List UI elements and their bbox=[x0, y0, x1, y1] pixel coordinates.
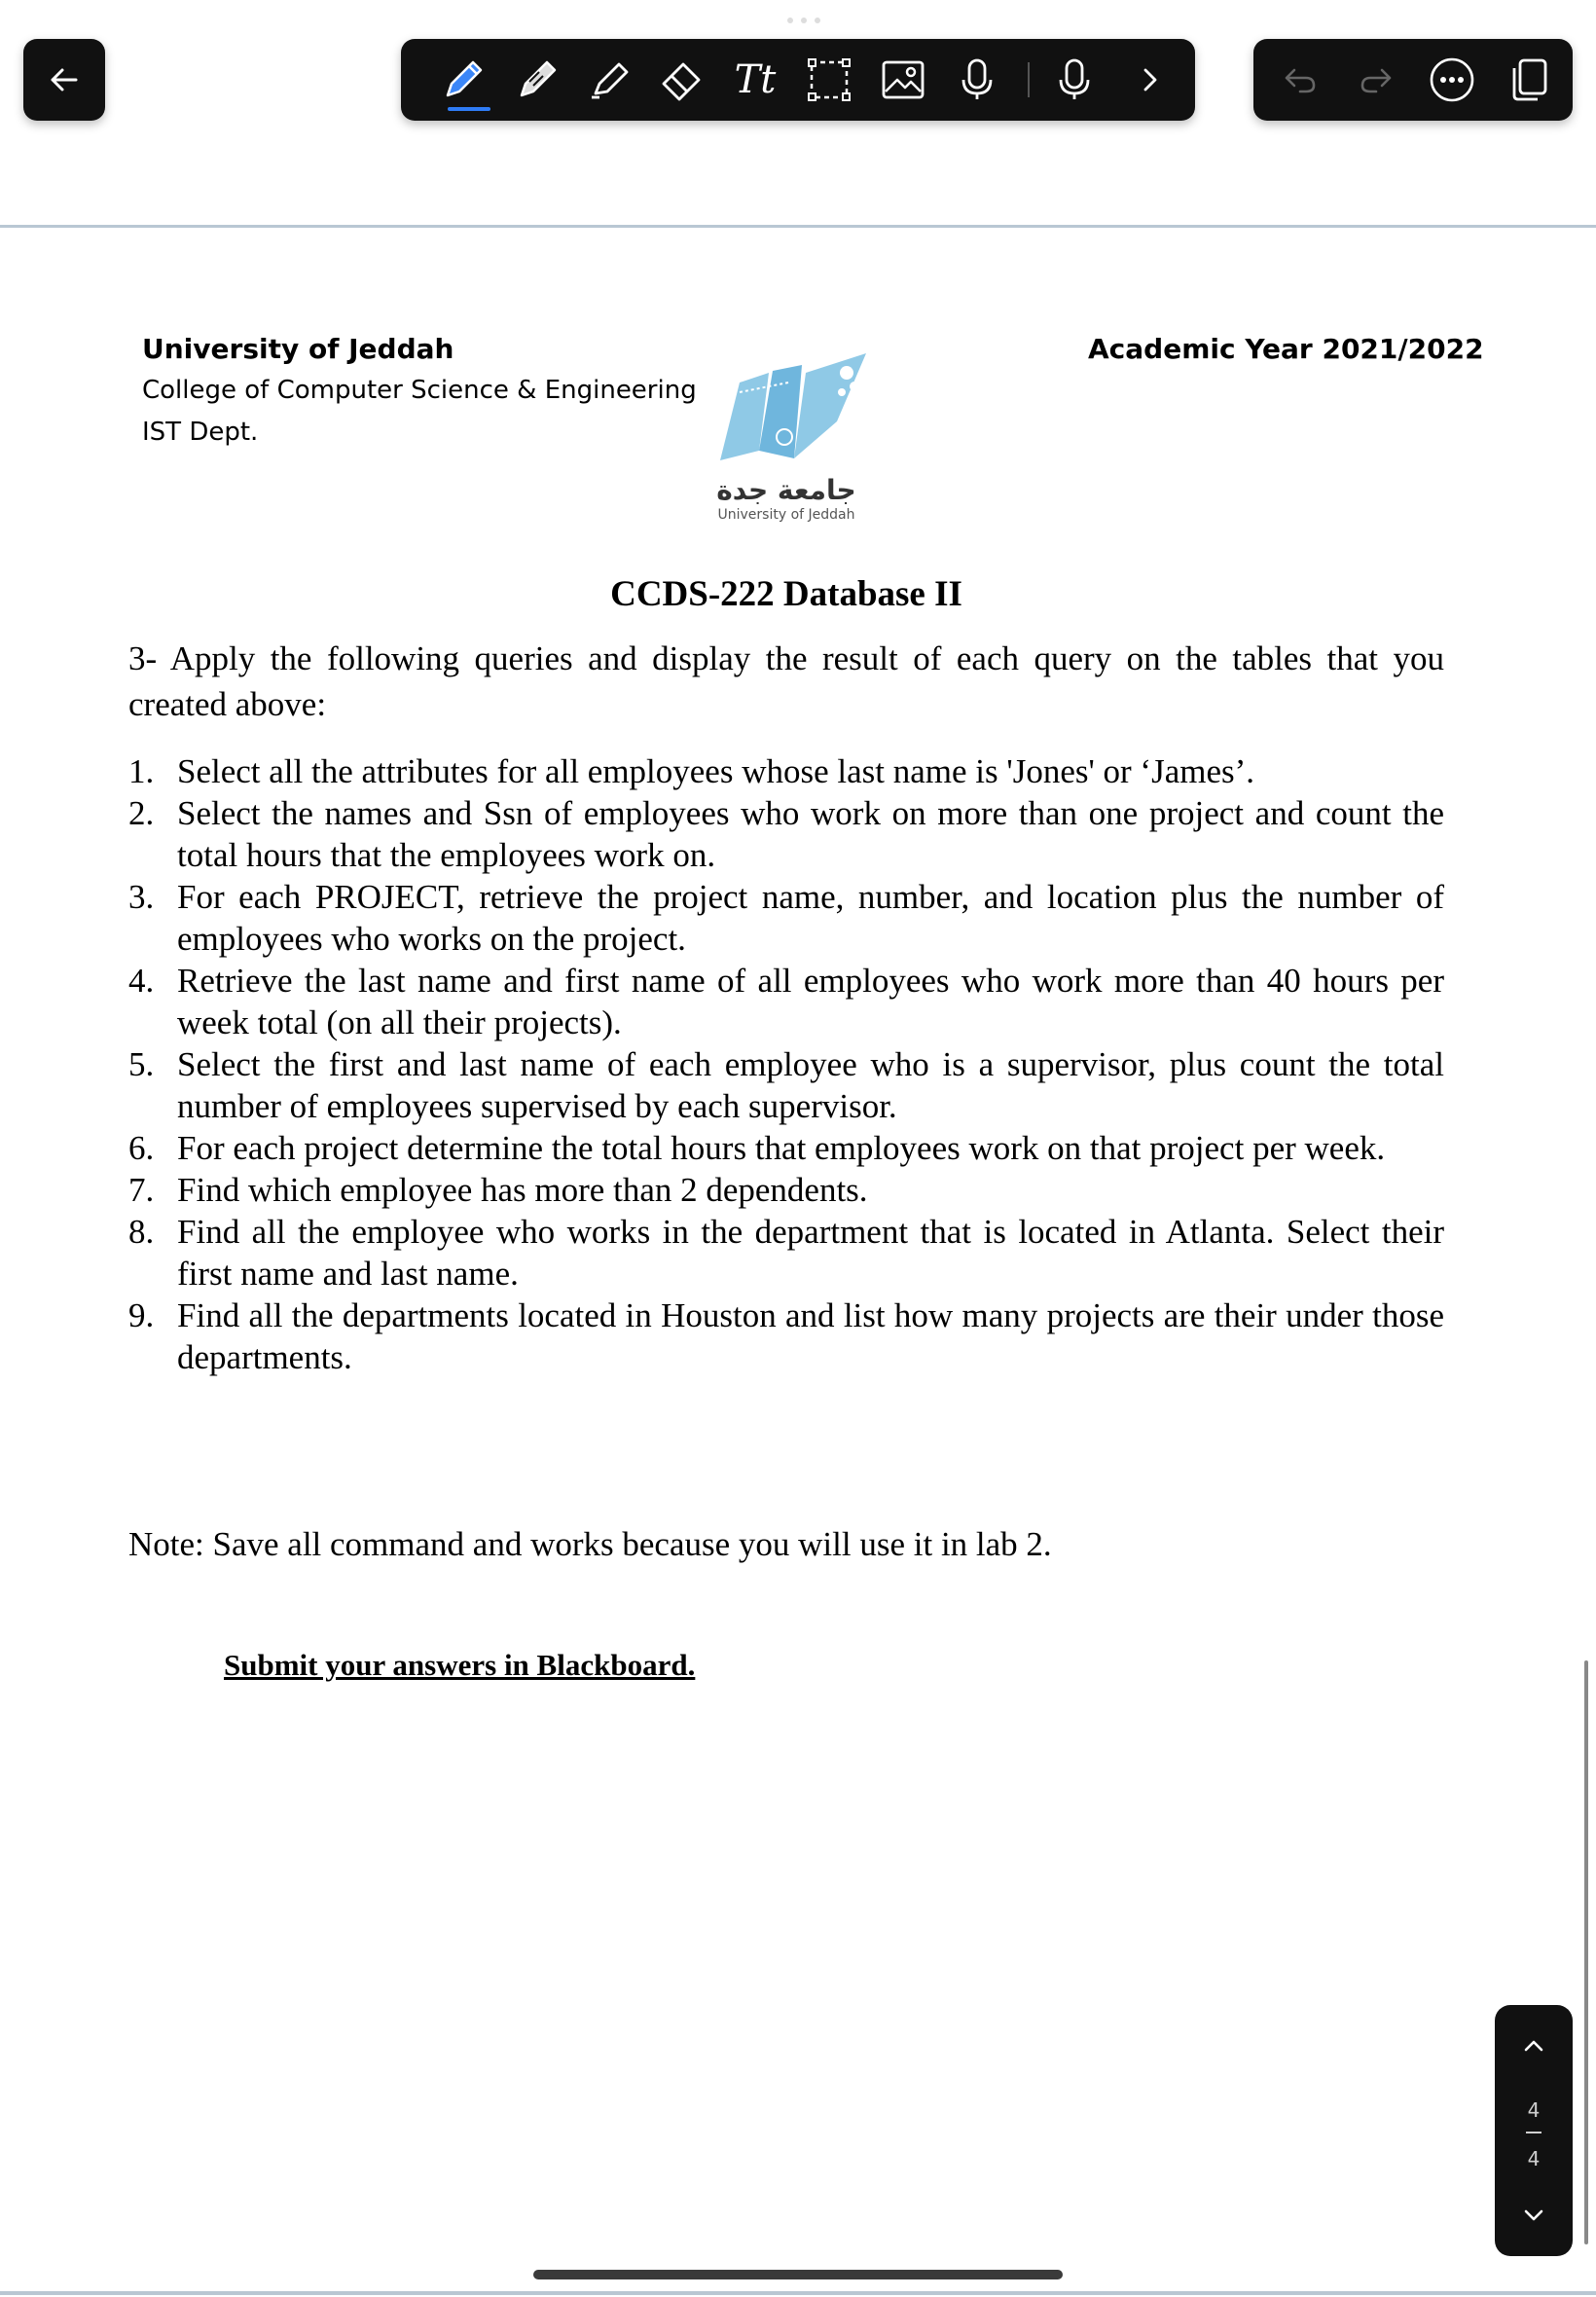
lasso-select-tool[interactable] bbox=[798, 49, 860, 111]
instructions-intro: 3- Apply the following queries and display the result of each query on the tables that you created above: bbox=[128, 639, 1444, 723]
list-item: 5. Select the first and last name of each employee who is a supervisor, plus count the total number of employees supervised by each supervisor. bbox=[128, 1045, 1444, 1125]
list-item: 2. Select the names and Ssn of employees who work on more than one project and count the total hours that the employees work on. bbox=[128, 794, 1444, 874]
redo-icon bbox=[1355, 58, 1397, 101]
query-list bbox=[128, 750, 1444, 1378]
highlighter-icon bbox=[584, 55, 635, 105]
bottom-border bbox=[0, 2291, 1596, 2295]
institution-block bbox=[142, 328, 697, 454]
logo-english-text: University of Jeddah bbox=[717, 507, 855, 523]
active-tool-indicator bbox=[448, 107, 490, 111]
document-actions-bar bbox=[1253, 39, 1573, 121]
submit-instruction: Submit your answers in Blackboard. bbox=[224, 1648, 696, 1682]
pencil-icon bbox=[512, 55, 562, 105]
academic-year: Academic Year 2021/2022 bbox=[1088, 333, 1484, 365]
next-page-button[interactable] bbox=[1510, 2192, 1557, 2239]
vertical-scrollbar[interactable] bbox=[1584, 1660, 1588, 2244]
college-name: College of Computer Science & Engineering bbox=[142, 376, 697, 405]
pen-tool[interactable] bbox=[432, 49, 494, 111]
page-navigator bbox=[1495, 2005, 1573, 2256]
highlighter-tool[interactable] bbox=[578, 49, 640, 111]
toolbar-separator bbox=[1028, 62, 1030, 97]
record-audio-tool[interactable] bbox=[1043, 49, 1106, 111]
drawing-tools-bar bbox=[401, 39, 1195, 121]
arrow-left-icon bbox=[45, 60, 84, 99]
total-pages-number: 4 bbox=[1527, 2147, 1541, 2170]
course-title: CCDS-222 Database II bbox=[610, 574, 962, 614]
image-icon bbox=[878, 55, 928, 105]
image-tool[interactable] bbox=[872, 49, 934, 111]
list-item: 4. Retrieve the last name and first name of all employees who work more than 40 hours per week total (on all their projects). bbox=[128, 962, 1444, 1041]
pages-button[interactable] bbox=[1497, 49, 1559, 111]
current-page-number: 4 bbox=[1527, 2098, 1541, 2122]
note-text: Note: Save all command and works because you will use it in lab 2. bbox=[128, 1525, 1052, 1563]
more-tools-button[interactable] bbox=[1119, 49, 1181, 111]
list-item: 8. Find all the employee who works in the department that is located in Atlanta. Select their first name and last name. bbox=[128, 1213, 1444, 1293]
list-item: 9. Find all the departments located in Houston and list how many projects are their under those departments. bbox=[128, 1296, 1444, 1376]
page-divider bbox=[1526, 2132, 1542, 2133]
previous-page-button[interactable] bbox=[1510, 2023, 1557, 2069]
chevron-right-icon bbox=[1131, 60, 1170, 99]
lasso-select-icon bbox=[804, 55, 854, 105]
undo-icon bbox=[1279, 58, 1322, 101]
logo-arabic-text: جامعة جدة bbox=[716, 474, 856, 506]
more-options-button[interactable] bbox=[1421, 49, 1483, 111]
list-item: 3. For each PROJECT, retrieve the project name, number, and location plus the number of employees who works on the project. bbox=[128, 878, 1444, 958]
microphone-tool[interactable] bbox=[946, 49, 1008, 111]
more-icon bbox=[1427, 55, 1477, 105]
chevron-down-icon bbox=[1518, 2200, 1549, 2231]
pages-icon bbox=[1503, 55, 1553, 105]
microphone-icon bbox=[952, 55, 1002, 105]
list-item: 7. Find which employee has more than 2 dependents. bbox=[128, 1171, 868, 1209]
undo-button[interactable] bbox=[1269, 49, 1331, 111]
eraser-tool[interactable] bbox=[650, 49, 712, 111]
microphone-record-icon bbox=[1049, 55, 1100, 105]
eraser-icon bbox=[656, 55, 707, 105]
top-toolbar-area bbox=[0, 0, 1596, 228]
back-button[interactable] bbox=[23, 39, 105, 121]
redo-button[interactable] bbox=[1345, 49, 1407, 111]
department-name: IST Dept. bbox=[142, 418, 259, 447]
list-item: 6. For each project determine the total hours that employees work on that project per week. bbox=[128, 1129, 1386, 1167]
toolbar-grip[interactable] bbox=[782, 16, 825, 25]
university-name: University of Jeddah bbox=[142, 333, 454, 365]
pencil-tool[interactable] bbox=[506, 49, 568, 111]
pen-icon bbox=[438, 55, 489, 105]
text-tool[interactable] bbox=[724, 49, 786, 111]
chevron-up-icon bbox=[1518, 2030, 1549, 2061]
list-item: 1. Select all the attributes for all employees whose last name is 'Jones' or ‘James’. bbox=[128, 752, 1255, 790]
text-tool-icon: Tt bbox=[734, 57, 777, 102]
home-indicator[interactable] bbox=[533, 2270, 1063, 2279]
